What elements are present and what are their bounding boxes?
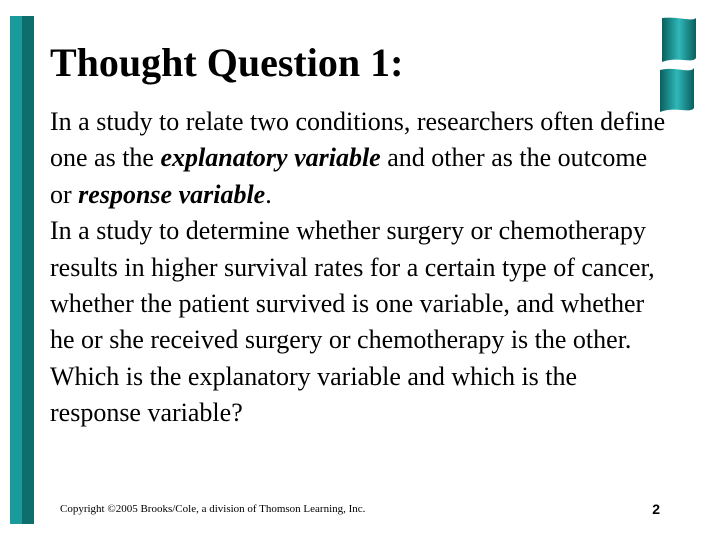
question-body [50,104,670,432]
copyright-footer: Copyright ©2005 Brooks/Cole, a division of Thomson Learning, Inc. [60,503,366,515]
response-variable-term: response variable [78,179,266,209]
study-description: In a study to determine whether surgery or chemotherapy results in higher survival rates for a certain type of cancer, whether the patient survived is one variable, and whether he or she received surgery or chemotherapy is the other. [50,216,655,355]
definition-paragraph [50,104,670,213]
explanatory-variable-term: explanatory variable [160,143,381,173]
slide-title: Thought Question 1: [50,40,404,85]
definition-text-1: In a study to relate two conditions, researchers often define one as the [50,107,666,173]
decorative-ribbon-icon [654,16,700,114]
definition-text-2: and other as the outcome or [50,143,648,209]
definition-text-3: . [265,179,272,209]
accent-bar-dark [22,16,34,524]
accent-bar-light [10,16,22,524]
page-number: 2 [652,501,660,517]
question-prompt: Which is the explanatory variable and which is the response variable? [50,361,578,428]
